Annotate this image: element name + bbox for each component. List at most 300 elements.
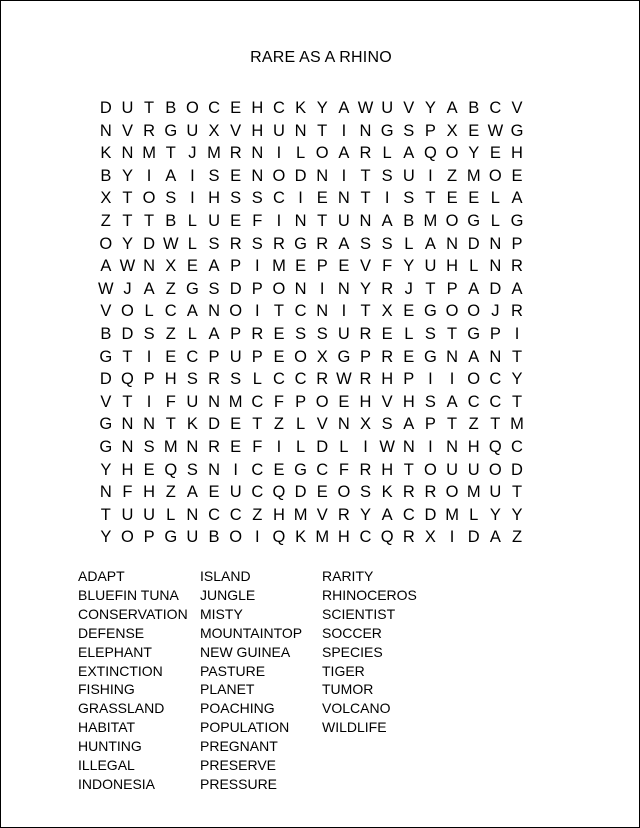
word-item: BLUEFIN TUNA xyxy=(78,586,179,603)
grid-letter: R xyxy=(229,234,242,253)
grid-letter: I xyxy=(233,460,238,479)
grid-letter: Q xyxy=(424,144,437,163)
word-column xyxy=(322,567,444,794)
grid-letter: E xyxy=(273,347,285,366)
grid-letter: W xyxy=(336,370,352,389)
grid-letter: Y xyxy=(121,166,133,185)
grid-letter: N xyxy=(208,392,220,411)
grid-letter: C xyxy=(272,189,285,208)
grid-letter: W xyxy=(357,99,374,117)
grid-letter: Y xyxy=(100,528,112,547)
grid-letter: A xyxy=(403,144,415,163)
grid-letter: O xyxy=(121,302,134,321)
grid-letter: X xyxy=(360,415,372,434)
grid-letter: T xyxy=(273,302,284,321)
grid-letter: A xyxy=(403,415,415,434)
grid-letter: H xyxy=(359,392,372,411)
grid-row xyxy=(95,346,528,369)
word-item: SCIENTIST xyxy=(322,605,396,622)
grid-letter: C xyxy=(489,370,502,389)
grid-letter: W xyxy=(379,437,395,456)
grid-letter: O xyxy=(315,392,329,411)
grid-letter: F xyxy=(122,483,133,502)
grid-letter: T xyxy=(403,460,414,479)
grid-letter: L xyxy=(144,302,154,321)
grid-letter: Y xyxy=(100,460,112,479)
word-item: ISLAND xyxy=(200,568,251,584)
grid-letter: U xyxy=(229,347,242,366)
grid-letter: V xyxy=(316,505,328,524)
grid-letter: G xyxy=(337,347,351,366)
grid-letter: A xyxy=(468,347,480,366)
grid-letter: C xyxy=(489,392,502,411)
grid-letter: G xyxy=(164,121,178,140)
grid-letter: U xyxy=(337,324,350,343)
grid-letter: F xyxy=(338,460,349,479)
grid-letter: E xyxy=(381,324,393,343)
grid-row xyxy=(95,278,528,301)
grid-letter: R xyxy=(208,437,220,456)
grid-letter: Q xyxy=(272,528,286,547)
grid-letter: P xyxy=(143,528,155,547)
grid-letter: E xyxy=(468,121,480,140)
word-item: ADAPT xyxy=(78,568,125,584)
word-item: TIGER xyxy=(322,662,365,679)
grid-letter: D xyxy=(121,324,134,343)
word-item: SPECIES xyxy=(322,643,383,660)
grid-letter: M xyxy=(466,483,481,502)
grid-letter: R xyxy=(143,121,156,140)
grid-letter: I xyxy=(363,437,368,456)
word-item: PLANET xyxy=(200,681,255,698)
grid-letter: L xyxy=(252,370,262,389)
grid-letter: B xyxy=(165,99,177,117)
word-item: HUNTING xyxy=(78,738,142,755)
grid-letter: T xyxy=(425,279,436,298)
grid-row xyxy=(95,504,528,527)
grid-letter: K xyxy=(100,144,112,163)
grid-letter: C xyxy=(272,370,285,389)
grid-letter: N xyxy=(489,347,502,366)
grid-letter: P xyxy=(251,279,263,298)
grid-letter: T xyxy=(511,347,523,366)
word-item: JUNGLE xyxy=(200,586,256,603)
word-item: EXTINCTION xyxy=(78,662,163,679)
grid-letter: E xyxy=(295,257,307,276)
grid-letter: D xyxy=(229,279,242,298)
grid-letter: E xyxy=(230,437,242,456)
grid-row xyxy=(95,165,528,188)
grid-letter: A xyxy=(381,505,393,524)
grid-letter: L xyxy=(295,144,306,163)
grid-letter: N xyxy=(294,121,307,140)
grid-letter: Z xyxy=(468,415,479,434)
grid-letter: N xyxy=(316,302,329,321)
grid-letter: O xyxy=(488,460,502,479)
word-item: WILDLIFE xyxy=(322,719,387,736)
grid-letter: D xyxy=(294,483,307,502)
grid-letter: S xyxy=(208,279,220,298)
grid-letter: D xyxy=(99,370,112,389)
grid-letter: H xyxy=(143,483,156,502)
word-item: MOUNTAINTOP xyxy=(200,624,303,641)
grid-letter: R xyxy=(381,347,394,366)
grid-letter: I xyxy=(190,189,195,208)
grid-letter: Y xyxy=(403,257,415,276)
grid-letter: G xyxy=(185,279,199,298)
grid-letter: H xyxy=(381,370,394,389)
grid-letter: V xyxy=(100,302,112,321)
grid-letter: A xyxy=(511,189,523,208)
grid-letter: P xyxy=(208,347,220,366)
word-item: RHINOCEROS xyxy=(322,586,417,603)
grid-letter: C xyxy=(272,99,285,117)
grid-letter: I xyxy=(428,437,433,456)
grid-letter: E xyxy=(403,302,415,321)
grid-letter: L xyxy=(382,144,392,163)
grid-letter: P xyxy=(446,279,458,298)
grid-letter: U xyxy=(489,483,502,502)
grid-letter: G xyxy=(99,347,113,366)
grid-letter: Q xyxy=(272,483,286,502)
grid-letter: U xyxy=(229,483,242,502)
grid-letter: R xyxy=(316,370,329,389)
grid-letter: M xyxy=(142,144,156,163)
grid-letter: S xyxy=(208,166,220,185)
grid-letter: E xyxy=(230,211,242,230)
grid-letter: I xyxy=(384,189,390,208)
grid-letter: I xyxy=(298,189,303,208)
grid-letter: N xyxy=(402,437,415,456)
grid-letter: U xyxy=(186,392,199,411)
grid-letter: I xyxy=(449,528,455,547)
grid-letter: A xyxy=(381,211,393,230)
grid-letter: N xyxy=(446,347,459,366)
grid-letter: M xyxy=(272,257,286,276)
grid-letter: T xyxy=(165,144,176,163)
grid-letter: S xyxy=(360,234,372,253)
grid-letter: R xyxy=(337,505,350,524)
grid-letter: J xyxy=(491,302,500,321)
grid-letter: S xyxy=(251,234,263,253)
grid-letter: S xyxy=(186,370,198,389)
grid-letter: E xyxy=(338,392,350,411)
grid-letter: E xyxy=(403,347,415,366)
grid-row xyxy=(95,233,528,256)
grid-row xyxy=(95,481,528,504)
grid-letter: L xyxy=(469,257,479,276)
grid-letter: D xyxy=(143,234,156,253)
grid-letter: Y xyxy=(511,370,523,389)
grid-letter: U xyxy=(381,99,394,117)
grid-letter: C xyxy=(511,437,523,456)
grid-letter: Y xyxy=(489,505,501,524)
grid-letter: C xyxy=(294,302,307,321)
grid-letter: P xyxy=(360,347,372,366)
grid-letter: G xyxy=(99,415,113,434)
grid-letter: I xyxy=(146,392,152,411)
grid-letter: V xyxy=(230,121,242,140)
grid-letter: O xyxy=(467,370,481,389)
grid-letter: E xyxy=(316,189,328,208)
grid-letter: V xyxy=(316,415,328,434)
grid-letter: Y xyxy=(360,279,372,298)
grid-letter: T xyxy=(122,392,133,411)
grid-letter: V xyxy=(121,121,133,140)
grid-letter: I xyxy=(428,370,433,389)
grid-letter: Y xyxy=(424,99,436,117)
grid-letter: Z xyxy=(100,211,111,230)
grid-letter: G xyxy=(467,211,481,230)
grid-letter: N xyxy=(99,121,112,140)
grid-letter: G xyxy=(424,302,437,321)
grid-letter: D xyxy=(424,505,437,524)
grid-letter: I xyxy=(255,302,260,321)
grid-letter: S xyxy=(424,392,436,411)
grid-letter: I xyxy=(146,166,152,185)
grid-letter: Z xyxy=(165,483,176,502)
word-item: VOLCANO xyxy=(322,700,391,717)
grid-letter: P xyxy=(295,392,307,411)
grid-row xyxy=(95,300,528,323)
grid-letter: E xyxy=(165,347,177,366)
grid-letter: Y xyxy=(121,234,133,253)
grid-letter: L xyxy=(187,211,197,230)
grid-letter: K xyxy=(295,528,307,547)
grid-letter: A xyxy=(208,257,220,276)
grid-letter: T xyxy=(317,121,328,140)
grid-letter: R xyxy=(381,279,394,298)
grid-letter: L xyxy=(490,189,500,208)
grid-letter: O xyxy=(424,460,437,479)
grid-letter: G xyxy=(424,347,437,366)
grid-letter: H xyxy=(402,392,415,411)
grid-letter: S xyxy=(381,166,393,185)
grid-row xyxy=(95,255,528,278)
grid-letter: Y xyxy=(511,505,523,524)
grid-letter: N xyxy=(446,437,459,456)
grid-letter: E xyxy=(230,166,242,185)
grid-letter: D xyxy=(316,437,329,456)
grid-letter: A xyxy=(338,144,350,163)
grid-letter: S xyxy=(208,234,220,253)
grid-letter: P xyxy=(424,121,436,140)
grid-letter: U xyxy=(208,211,220,230)
grid-letter: H xyxy=(272,505,285,524)
grid-letter: U xyxy=(186,121,199,140)
grid-letter: E xyxy=(511,166,523,185)
grid-letter: G xyxy=(99,437,113,456)
grid-letter: H xyxy=(381,460,394,479)
grid-letter: T xyxy=(317,211,328,230)
grid-letter: S xyxy=(316,324,328,343)
grid-letter: J xyxy=(188,144,197,163)
grid-letter: A xyxy=(489,528,501,547)
grid-letter: T xyxy=(100,505,111,524)
grid-letter: V xyxy=(381,392,393,411)
grid-letter: B xyxy=(208,528,220,547)
grid-letter: I xyxy=(428,166,433,185)
grid-letter: T xyxy=(165,415,176,434)
grid-letter: N xyxy=(489,257,502,276)
grid-letter: O xyxy=(445,211,459,230)
word-column xyxy=(200,567,322,794)
grid-letter: S xyxy=(143,437,155,456)
grid-row xyxy=(95,368,528,391)
grid-letter: T xyxy=(360,166,371,185)
grid-letter: R xyxy=(424,483,437,502)
grid-letter: A xyxy=(446,99,458,117)
grid-letter: Z xyxy=(511,528,523,547)
grid-letter: C xyxy=(208,99,220,117)
grid-letter: M xyxy=(423,211,438,230)
grid-letter: H xyxy=(251,121,264,140)
puzzle-title: RARE AS A RHINO xyxy=(250,49,392,66)
grid-letter: G xyxy=(164,528,178,547)
grid-letter: K xyxy=(295,99,307,117)
grid-letter: I xyxy=(190,166,195,185)
word-item: GRASSLAND xyxy=(78,700,165,717)
grid-letter: Z xyxy=(165,279,176,298)
grid-letter: U xyxy=(446,460,459,479)
letter-grid xyxy=(95,97,528,549)
grid-letter: B xyxy=(403,211,415,230)
grid-letter: C xyxy=(294,370,307,389)
grid-letter: L xyxy=(404,234,414,253)
grid-letter: F xyxy=(382,257,393,276)
grid-row xyxy=(95,436,528,459)
grid-letter: A xyxy=(511,279,523,298)
grid-letter: U xyxy=(424,257,437,276)
grid-letter: S xyxy=(186,460,198,479)
grid-letter: R xyxy=(208,370,220,389)
grid-row xyxy=(95,187,528,210)
grid-letter: P xyxy=(424,415,436,434)
grid-letter: I xyxy=(514,324,520,343)
grid-letter: K xyxy=(186,415,198,434)
word-item: INDONESIA xyxy=(78,775,156,792)
grid-letter: C xyxy=(402,505,415,524)
grid-letter: F xyxy=(252,437,263,456)
grid-letter: T xyxy=(360,302,371,321)
grid-letter: E xyxy=(273,324,285,343)
grid-letter: A xyxy=(186,483,198,502)
grid-letter: L xyxy=(404,324,414,343)
grid-letter: H xyxy=(121,460,134,479)
grid-letter: N xyxy=(99,483,112,502)
grid-letter: G xyxy=(294,460,307,479)
grid-letter: N xyxy=(359,121,372,140)
grid-letter: T xyxy=(144,211,155,230)
grid-letter: T xyxy=(447,324,458,343)
grid-letter: K xyxy=(381,483,393,502)
grid-letter: O xyxy=(272,279,286,298)
grid-letter: H xyxy=(511,144,523,163)
grid-letter: T xyxy=(122,347,133,366)
grid-letter: S xyxy=(424,324,436,343)
grid-letter: I xyxy=(319,279,325,298)
grid-letter: Q xyxy=(121,370,134,389)
grid-letter: T xyxy=(511,392,523,411)
grid-letter: N xyxy=(121,437,134,456)
grid-letter: V xyxy=(511,99,523,117)
grid-letter: I xyxy=(276,144,282,163)
word-item: HABITAT xyxy=(78,719,136,736)
grid-letter: C xyxy=(251,483,264,502)
grid-letter: P xyxy=(230,257,242,276)
grid-letter: A xyxy=(424,234,436,253)
grid-letter: P xyxy=(511,234,523,253)
grid-letter: S xyxy=(251,189,263,208)
grid-letter: D xyxy=(467,234,480,253)
grid-letter: L xyxy=(339,437,349,456)
word-item: CONSERVATION xyxy=(78,605,188,622)
grid-letter: W xyxy=(98,279,114,298)
grid-letter: C xyxy=(251,392,264,411)
grid-letter: M xyxy=(293,505,308,524)
grid-letter: M xyxy=(510,415,524,434)
grid-letter: N xyxy=(186,437,199,456)
grid-letter: R xyxy=(316,234,329,253)
grid-letter: O xyxy=(229,302,243,321)
grid-letter: E xyxy=(230,415,242,434)
grid-letter: V xyxy=(360,257,372,276)
grid-letter: E xyxy=(230,99,242,117)
grid-letter: E xyxy=(489,144,501,163)
grid-letter: A xyxy=(338,99,350,117)
grid-letter: M xyxy=(228,392,243,411)
grid-letter: N xyxy=(337,279,350,298)
grid-letter: L xyxy=(187,324,197,343)
grid-letter: X xyxy=(446,121,458,140)
word-item: SOCCER xyxy=(322,624,382,641)
grid-letter: T xyxy=(122,189,133,208)
grid-letter: G xyxy=(294,234,307,253)
grid-letter: R xyxy=(272,234,285,253)
grid-letter: J xyxy=(123,279,132,298)
grid-letter: A xyxy=(165,166,177,185)
grid-letter: R xyxy=(359,370,372,389)
grid-letter: H xyxy=(446,257,459,276)
grid-letter: O xyxy=(121,528,134,547)
grid-letter: C xyxy=(186,347,199,366)
grid-letter: G xyxy=(510,211,524,230)
grid-letter: L xyxy=(490,211,500,230)
grid-letter: T xyxy=(511,483,523,502)
grid-letter: X xyxy=(381,302,393,321)
grid-letter: O xyxy=(445,483,459,502)
grid-letter: P xyxy=(143,370,155,389)
grid-letter: C xyxy=(316,460,329,479)
grid-letter: N xyxy=(489,234,502,253)
grid-letter: D xyxy=(511,460,523,479)
grid-letter: I xyxy=(341,121,347,140)
grid-letter: L xyxy=(166,505,176,524)
grid-row xyxy=(95,323,528,346)
grid-letter: E xyxy=(338,257,350,276)
grid-letter: P xyxy=(316,257,328,276)
grid-letter: N xyxy=(294,279,307,298)
grid-letter: C xyxy=(489,99,502,117)
word-column xyxy=(78,567,200,794)
grid-row xyxy=(95,413,528,436)
grid-letter: E xyxy=(143,460,155,479)
grid-letter: N xyxy=(337,415,350,434)
word-item: NEW GUINEA xyxy=(200,643,291,660)
grid-letter: I xyxy=(276,211,282,230)
word-item: ILLEGAL xyxy=(78,757,135,774)
grid-letter: N xyxy=(208,302,220,321)
